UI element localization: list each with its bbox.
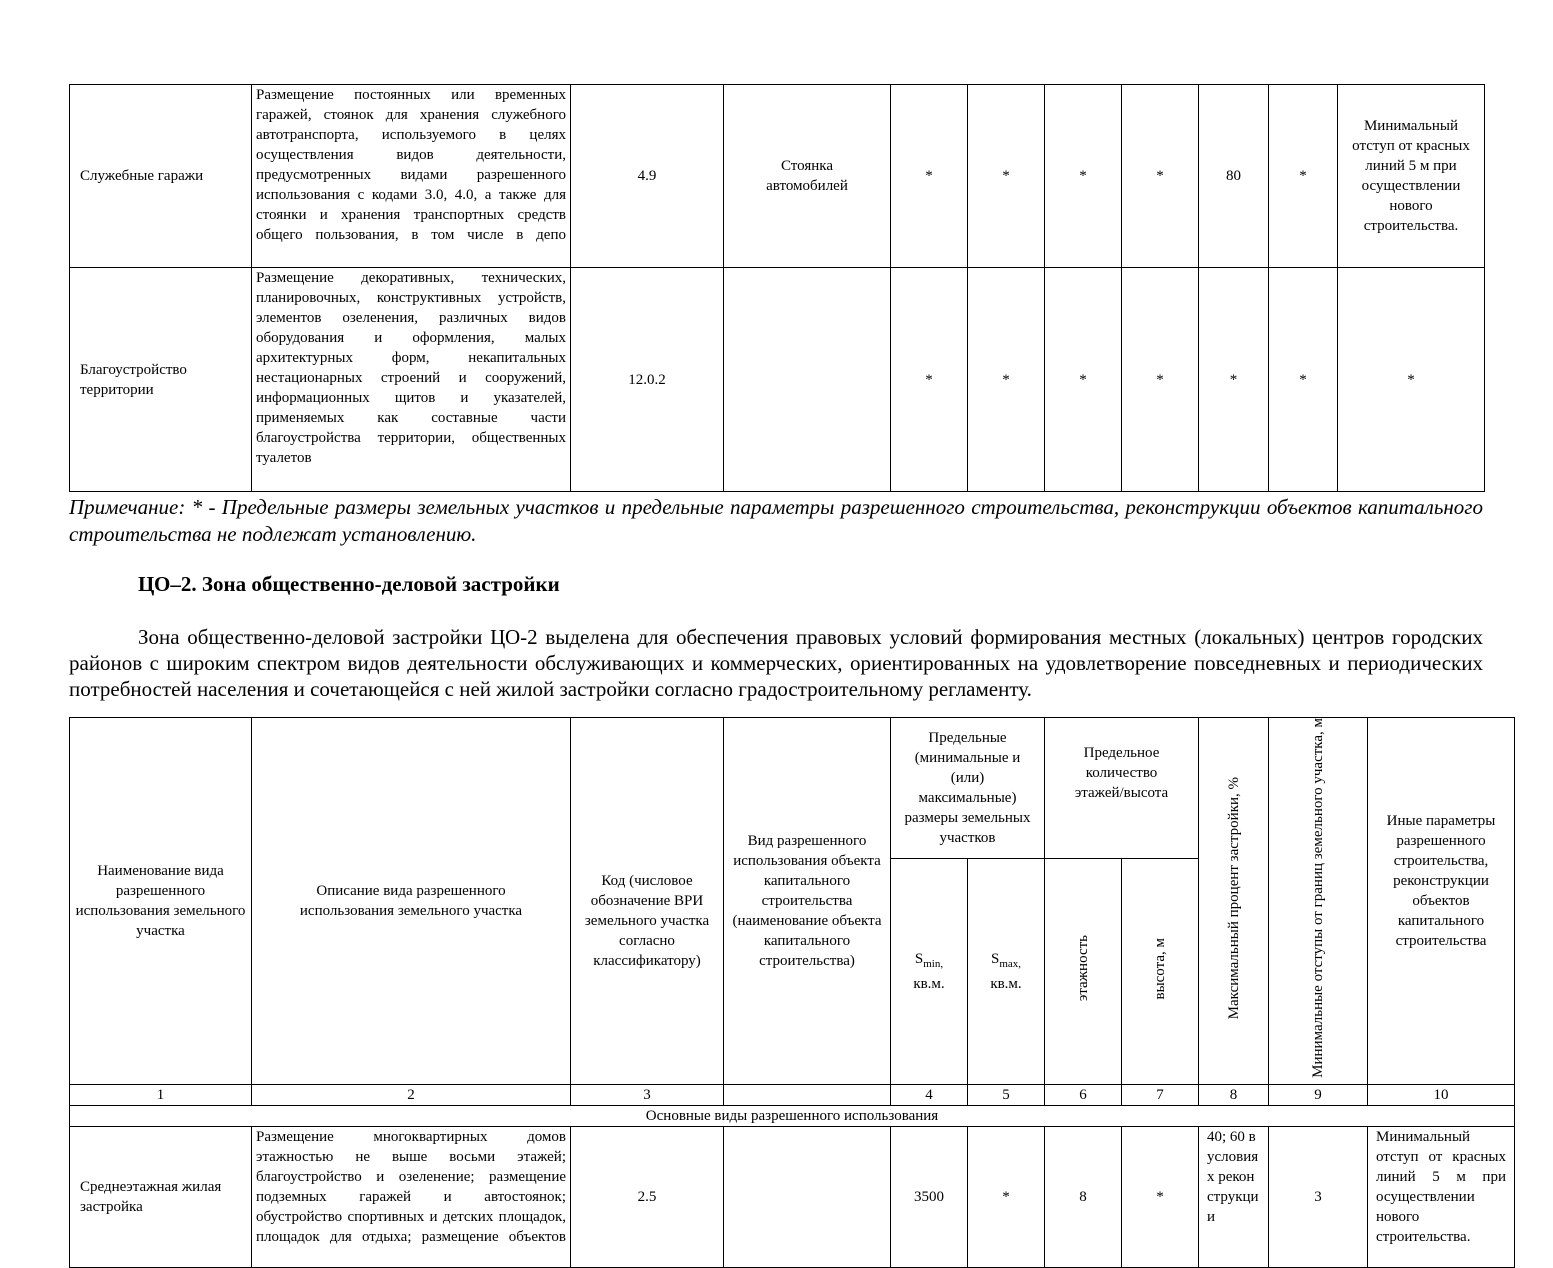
header-smin: $S_{min,}$ кв.м.	[891, 859, 968, 1085]
height-cell: *	[1122, 268, 1199, 492]
zone-heading: ЦО–2. Зона общественно-деловой застройки	[138, 572, 560, 596]
section-title: Основные виды разрешенного использования	[70, 1105, 1515, 1126]
smax-cell: *	[968, 1126, 1045, 1267]
zone-description-paragraph: Зона общественно-деловой застройки ЦО-2 выделена для обеспечения правовых условий формирования местных (локальных) центров городских районов с широким спектром видов деятельности обслуживающих и коммерческих, ориентированных на удовлетворение повседневных и периодических потребностей населения и сочетающейся с ней жилой застройки согласно градостроительному регламенту.	[69, 625, 1483, 701]
column-number: 7	[1122, 1084, 1199, 1105]
table-row	[70, 85, 1485, 268]
object-type-cell	[724, 268, 891, 492]
header-smax: $S_{max,}$ кв.м.	[968, 859, 1045, 1085]
table-footnote: Примечание: * - Предельные размеры земельных участков и предельные параметры разрешенного строительства, реконструкции объектов капитального строительства не подлежат установлению.	[69, 495, 1483, 546]
header-max-percent: Максимальный процент застройки, %	[1199, 718, 1269, 1085]
use-description-cell: Размещение многоквартирных домов этажностью не выше восьми этажей; благоустройство и озеленение; размещение подземных гаражей и автостоянок; обустройство спортивных и детских площадок, площадок для отдыха; размещение объектов	[252, 1126, 571, 1267]
object-type-cell: Стоянка автомобилей	[724, 85, 891, 268]
zone-regulations-table	[69, 717, 1515, 1268]
offset-cell: 3	[1269, 1126, 1368, 1267]
use-code-cell: 2.5	[571, 1126, 724, 1267]
column-number: 2	[252, 1084, 571, 1105]
use-description-cell: Размещение постоянных или временных гаражей, стоянок для хранения служебного автотранспорта, используемого в целях осуществления видов деятельности, предусмотренных видами разрешенного использования с кодами 3.0, 4.0, а также для стоянки и хранения транспортных средств общего пользования, в том числе в депо	[252, 85, 571, 268]
section-row	[70, 1105, 1515, 1126]
height-cell: *	[1122, 1126, 1199, 1267]
percent-cell: 80	[1199, 85, 1269, 268]
floors-cell: *	[1045, 85, 1122, 268]
header-row	[70, 718, 1515, 859]
header-use-name: Наименование вида разрешенного использования земельного участка	[70, 718, 252, 1085]
object-type-cell	[724, 1126, 891, 1267]
header-description: Описание вида разрешенного использования земельного участка	[252, 718, 571, 1085]
other-params-cell: Минимальный отступ от красных линий 5 м при осуществлении нового строительства.	[1338, 85, 1485, 268]
header-min-offset: Минимальные отступы от границ земельного участка, м	[1269, 718, 1368, 1085]
column-number: 5	[968, 1084, 1045, 1105]
use-name-cell: Служебные гаражи	[70, 85, 252, 268]
header-land-sizes: Предельные (минимальные и (или) максимальные) размеры земельных участков	[891, 718, 1045, 859]
table-row	[70, 268, 1485, 492]
offset-cell: *	[1269, 85, 1338, 268]
offset-cell: *	[1269, 268, 1338, 492]
column-number: 3	[571, 1084, 724, 1105]
percent-cell: 40; 60 в условиях реконструкции	[1199, 1126, 1269, 1267]
smax-cell: *	[968, 268, 1045, 492]
percent-cell: *	[1199, 268, 1269, 492]
smin-cell: *	[891, 268, 968, 492]
column-number: 1	[70, 1084, 252, 1105]
use-code-cell: 4.9	[571, 85, 724, 268]
use-code-cell: 12.0.2	[571, 268, 724, 492]
floors-cell: 8	[1045, 1126, 1122, 1267]
smax-cell: *	[968, 85, 1045, 268]
column-number: 4	[891, 1084, 968, 1105]
parameters-table-continued	[69, 84, 1485, 492]
header-height: высота, м	[1122, 859, 1199, 1085]
use-description-cell: Размещение декоративных, технических, планировочных, конструктивных устройств, элементов озеленения, различных видов оборудования и оформления, малых архитектурных форм, некапитальных нестационарных строений и сооружений, информационных щитов и указателей, применяемых как составные части благоустройства территории, общественных туалетов	[252, 268, 571, 492]
column-number: 9	[1269, 1084, 1368, 1105]
smin-cell: 3500	[891, 1126, 968, 1267]
table-row	[70, 1126, 1515, 1267]
column-number: 10	[1368, 1084, 1515, 1105]
other-params-cell: Минимальный отступ от красных линий 5 м при осуществлении нового строительства.	[1368, 1126, 1515, 1267]
floors-cell: *	[1045, 268, 1122, 492]
column-number	[724, 1084, 891, 1105]
use-name-cell: Благоустройство территории	[70, 268, 252, 492]
height-cell: *	[1122, 85, 1199, 268]
header-floors: этажность	[1045, 859, 1122, 1085]
other-params-cell: *	[1338, 268, 1485, 492]
column-number: 8	[1199, 1084, 1269, 1105]
header-other-params: Иные параметры разрешенного строительства, реконструкции объектов капитального строительства	[1368, 718, 1515, 1085]
header-code: Код (числовое обозначение ВРИ земельного участка согласно классификатору)	[571, 718, 724, 1085]
column-numbers-row	[70, 1084, 1515, 1105]
header-floors-group: Предельное количество этажей/высота	[1045, 718, 1199, 859]
header-object-type: Вид разрешенного использования объекта капитального строительства (наименование объекта капитального строительства)	[724, 718, 891, 1085]
column-number: 6	[1045, 1084, 1122, 1105]
use-name-cell: Среднеэтажная жилая застройка	[70, 1126, 252, 1267]
smin-cell: *	[891, 85, 968, 268]
